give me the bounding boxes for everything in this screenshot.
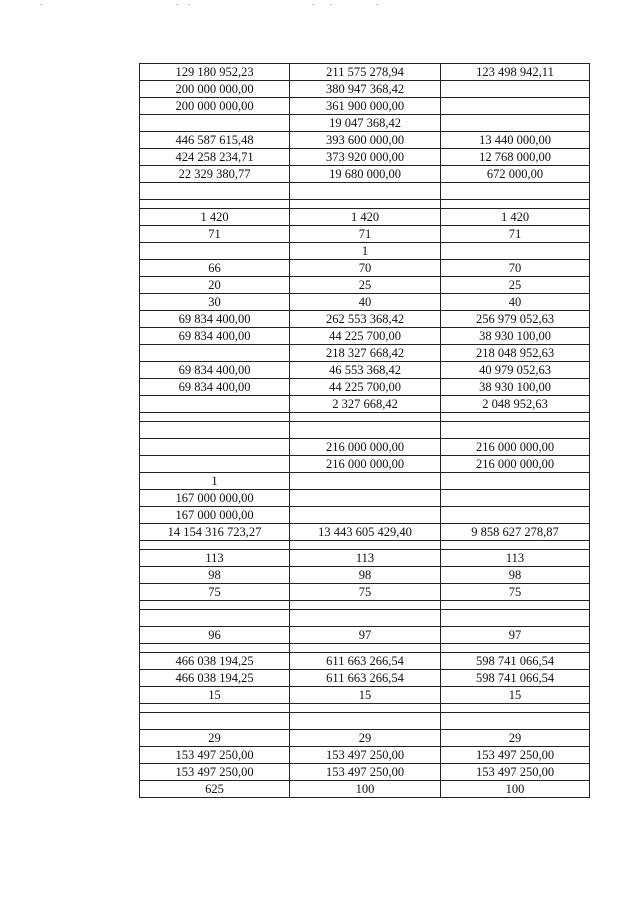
table-cell: 1 — [140, 473, 290, 490]
table-row — [140, 294, 590, 311]
table-cell: 22 329 380,77 — [140, 166, 290, 183]
table-cell: 113 — [441, 550, 590, 567]
table-cell: 98 — [290, 567, 441, 584]
table-cell: 69 834 400,00 — [140, 379, 290, 396]
table-cell: 256 979 052,63 — [441, 311, 590, 328]
table-cell: 129 180 952,23 — [140, 64, 290, 81]
table-cell: 216 000 000,00 — [441, 456, 590, 473]
table-cell: 69 834 400,00 — [140, 311, 290, 328]
table-cell — [140, 713, 290, 730]
table-cell — [441, 601, 590, 610]
table-cell — [140, 200, 290, 209]
table-cell: 15 — [140, 687, 290, 704]
table-cell: 466 038 194,25 — [140, 653, 290, 670]
table-cell: 200 000 000,00 — [140, 81, 290, 98]
table-row — [140, 166, 590, 183]
table-cell — [441, 243, 590, 260]
table-cell: 25 — [290, 277, 441, 294]
table-cell: 9 858 627 278,87 — [441, 524, 590, 541]
table-cell: 672 000,00 — [441, 166, 590, 183]
table-row — [140, 200, 590, 209]
table-cell: 46 553 368,42 — [290, 362, 441, 379]
table-row — [140, 524, 590, 541]
table-cell: 200 000 000,00 — [140, 98, 290, 115]
table-cell: 211 575 278,94 — [290, 64, 441, 81]
table-row — [140, 567, 590, 584]
table-row — [140, 644, 590, 653]
table-row — [140, 704, 590, 713]
table-cell — [140, 644, 290, 653]
financial-table — [139, 63, 590, 798]
table-cell: 15 — [441, 687, 590, 704]
table-cell: 97 — [441, 627, 590, 644]
table-row — [140, 243, 590, 260]
table-cell: 625 — [140, 781, 290, 798]
table-cell: 12 768 000,00 — [441, 149, 590, 166]
table-cell — [441, 473, 590, 490]
table-cell: 71 — [290, 226, 441, 243]
table-cell: 71 — [441, 226, 590, 243]
table-body — [140, 64, 590, 798]
table-cell: 40 979 052,63 — [441, 362, 590, 379]
table-cell: 598 741 066,54 — [441, 670, 590, 687]
table-cell: 373 920 000,00 — [290, 149, 441, 166]
table-row — [140, 490, 590, 507]
table-cell: 98 — [441, 567, 590, 584]
scan-artifacts — [0, 4, 640, 8]
table-cell: 424 258 234,71 — [140, 149, 290, 166]
table-cell — [441, 704, 590, 713]
table-cell: 13 443 605 429,40 — [290, 524, 441, 541]
table-cell: 75 — [441, 584, 590, 601]
table-row — [140, 507, 590, 524]
table-row — [140, 81, 590, 98]
table-cell — [140, 115, 290, 132]
table-cell: 40 — [441, 294, 590, 311]
table-cell: 98 — [140, 567, 290, 584]
table-row — [140, 149, 590, 166]
table-cell: 2 048 952,63 — [441, 396, 590, 413]
table-cell: 19 680 000,00 — [290, 166, 441, 183]
table-row — [140, 328, 590, 345]
table-row — [140, 610, 590, 627]
table-cell: 70 — [441, 260, 590, 277]
table-row — [140, 396, 590, 413]
table-row — [140, 670, 590, 687]
table-cell — [290, 704, 441, 713]
table-row — [140, 183, 590, 200]
table-cell — [140, 345, 290, 362]
table-cell — [290, 413, 441, 422]
table-cell — [441, 200, 590, 209]
table-cell — [140, 456, 290, 473]
table-cell: 153 497 250,00 — [140, 747, 290, 764]
table-row — [140, 260, 590, 277]
table-row — [140, 747, 590, 764]
table-cell — [441, 81, 590, 98]
table-cell: 113 — [140, 550, 290, 567]
table-row — [140, 277, 590, 294]
table-cell: 15 — [290, 687, 441, 704]
table-cell: 29 — [441, 730, 590, 747]
table-cell — [140, 610, 290, 627]
table-cell: 216 000 000,00 — [290, 456, 441, 473]
table-row — [140, 115, 590, 132]
table-cell: 611 663 266,54 — [290, 670, 441, 687]
table-cell: 446 587 615,48 — [140, 132, 290, 149]
table-cell: 30 — [140, 294, 290, 311]
table-cell: 1 420 — [290, 209, 441, 226]
table-cell — [290, 644, 441, 653]
table-cell: 153 497 250,00 — [441, 764, 590, 781]
table-row — [140, 541, 590, 550]
table-cell — [290, 422, 441, 439]
table-cell — [140, 422, 290, 439]
table-row — [140, 439, 590, 456]
table-cell: 361 900 000,00 — [290, 98, 441, 115]
table-cell: 38 930 100,00 — [441, 379, 590, 396]
table-cell — [140, 183, 290, 200]
table-row — [140, 473, 590, 490]
table-cell: 216 000 000,00 — [290, 439, 441, 456]
table-cell — [441, 644, 590, 653]
table-cell: 66 — [140, 260, 290, 277]
table-cell: 153 497 250,00 — [140, 764, 290, 781]
table-row — [140, 226, 590, 243]
table-cell — [140, 243, 290, 260]
table-cell: 75 — [140, 584, 290, 601]
table-row — [140, 311, 590, 328]
table-cell — [441, 713, 590, 730]
table-cell — [290, 507, 441, 524]
table-row — [140, 362, 590, 379]
table-cell — [140, 601, 290, 610]
table-cell: 69 834 400,00 — [140, 362, 290, 379]
table-cell: 393 600 000,00 — [290, 132, 441, 149]
table-cell — [441, 507, 590, 524]
table-cell: 29 — [140, 730, 290, 747]
table-cell — [140, 396, 290, 413]
table-cell: 25 — [441, 277, 590, 294]
table-row — [140, 653, 590, 670]
table-cell — [441, 115, 590, 132]
table-row — [140, 413, 590, 422]
table-cell: 466 038 194,25 — [140, 670, 290, 687]
table-cell: 380 947 368,42 — [290, 81, 441, 98]
table-cell: 29 — [290, 730, 441, 747]
table-cell — [290, 490, 441, 507]
table-cell — [441, 422, 590, 439]
table-row — [140, 601, 590, 610]
table-row — [140, 584, 590, 601]
table-cell: 598 741 066,54 — [441, 653, 590, 670]
table-cell — [290, 541, 441, 550]
table-row — [140, 687, 590, 704]
table-cell — [140, 439, 290, 456]
table-cell — [140, 413, 290, 422]
table-cell: 100 — [290, 781, 441, 798]
table-cell — [290, 183, 441, 200]
table-row — [140, 64, 590, 81]
table-cell: 1 420 — [140, 209, 290, 226]
table-cell: 44 225 700,00 — [290, 328, 441, 345]
table-cell: 153 497 250,00 — [441, 747, 590, 764]
table-cell: 14 154 316 723,27 — [140, 524, 290, 541]
table-cell: 167 000 000,00 — [140, 490, 290, 507]
table-cell: 20 — [140, 277, 290, 294]
table-cell — [290, 601, 441, 610]
table-cell: 262 553 368,42 — [290, 311, 441, 328]
table-cell — [290, 473, 441, 490]
table-cell — [441, 610, 590, 627]
table-cell: 153 497 250,00 — [290, 764, 441, 781]
table-row — [140, 764, 590, 781]
table-cell — [290, 610, 441, 627]
table-row — [140, 713, 590, 730]
table-cell: 69 834 400,00 — [140, 328, 290, 345]
table-row — [140, 422, 590, 439]
table-row — [140, 379, 590, 396]
table-cell — [441, 98, 590, 115]
table-cell: 1 — [290, 243, 441, 260]
table-row — [140, 456, 590, 473]
table-row — [140, 98, 590, 115]
table-row — [140, 627, 590, 644]
table-cell: 13 440 000,00 — [441, 132, 590, 149]
table-row — [140, 209, 590, 226]
table-cell: 100 — [441, 781, 590, 798]
table-row — [140, 730, 590, 747]
table-row — [140, 550, 590, 567]
table-cell: 38 930 100,00 — [441, 328, 590, 345]
table-cell: 153 497 250,00 — [290, 747, 441, 764]
table-cell: 167 000 000,00 — [140, 507, 290, 524]
table-row — [140, 781, 590, 798]
table-cell: 44 225 700,00 — [290, 379, 441, 396]
table-cell: 71 — [140, 226, 290, 243]
table-cell — [140, 704, 290, 713]
table-cell: 1 420 — [441, 209, 590, 226]
table-cell: 75 — [290, 584, 441, 601]
table-cell: 70 — [290, 260, 441, 277]
table-row — [140, 345, 590, 362]
table-cell — [140, 541, 290, 550]
table-cell: 216 000 000,00 — [441, 439, 590, 456]
table-cell — [290, 200, 441, 209]
table-row — [140, 132, 590, 149]
table-cell — [441, 183, 590, 200]
table-cell: 218 048 952,63 — [441, 345, 590, 362]
table-cell: 19 047 368,42 — [290, 115, 441, 132]
table-cell: 113 — [290, 550, 441, 567]
table-cell: 96 — [140, 627, 290, 644]
table-cell: 97 — [290, 627, 441, 644]
table-cell — [441, 490, 590, 507]
table-cell — [441, 413, 590, 422]
table-cell: 123 498 942,11 — [441, 64, 590, 81]
table-cell — [441, 541, 590, 550]
table-cell — [290, 713, 441, 730]
table-cell: 2 327 668,42 — [290, 396, 441, 413]
table-cell: 40 — [290, 294, 441, 311]
table-cell: 218 327 668,42 — [290, 345, 441, 362]
table-cell: 611 663 266,54 — [290, 653, 441, 670]
